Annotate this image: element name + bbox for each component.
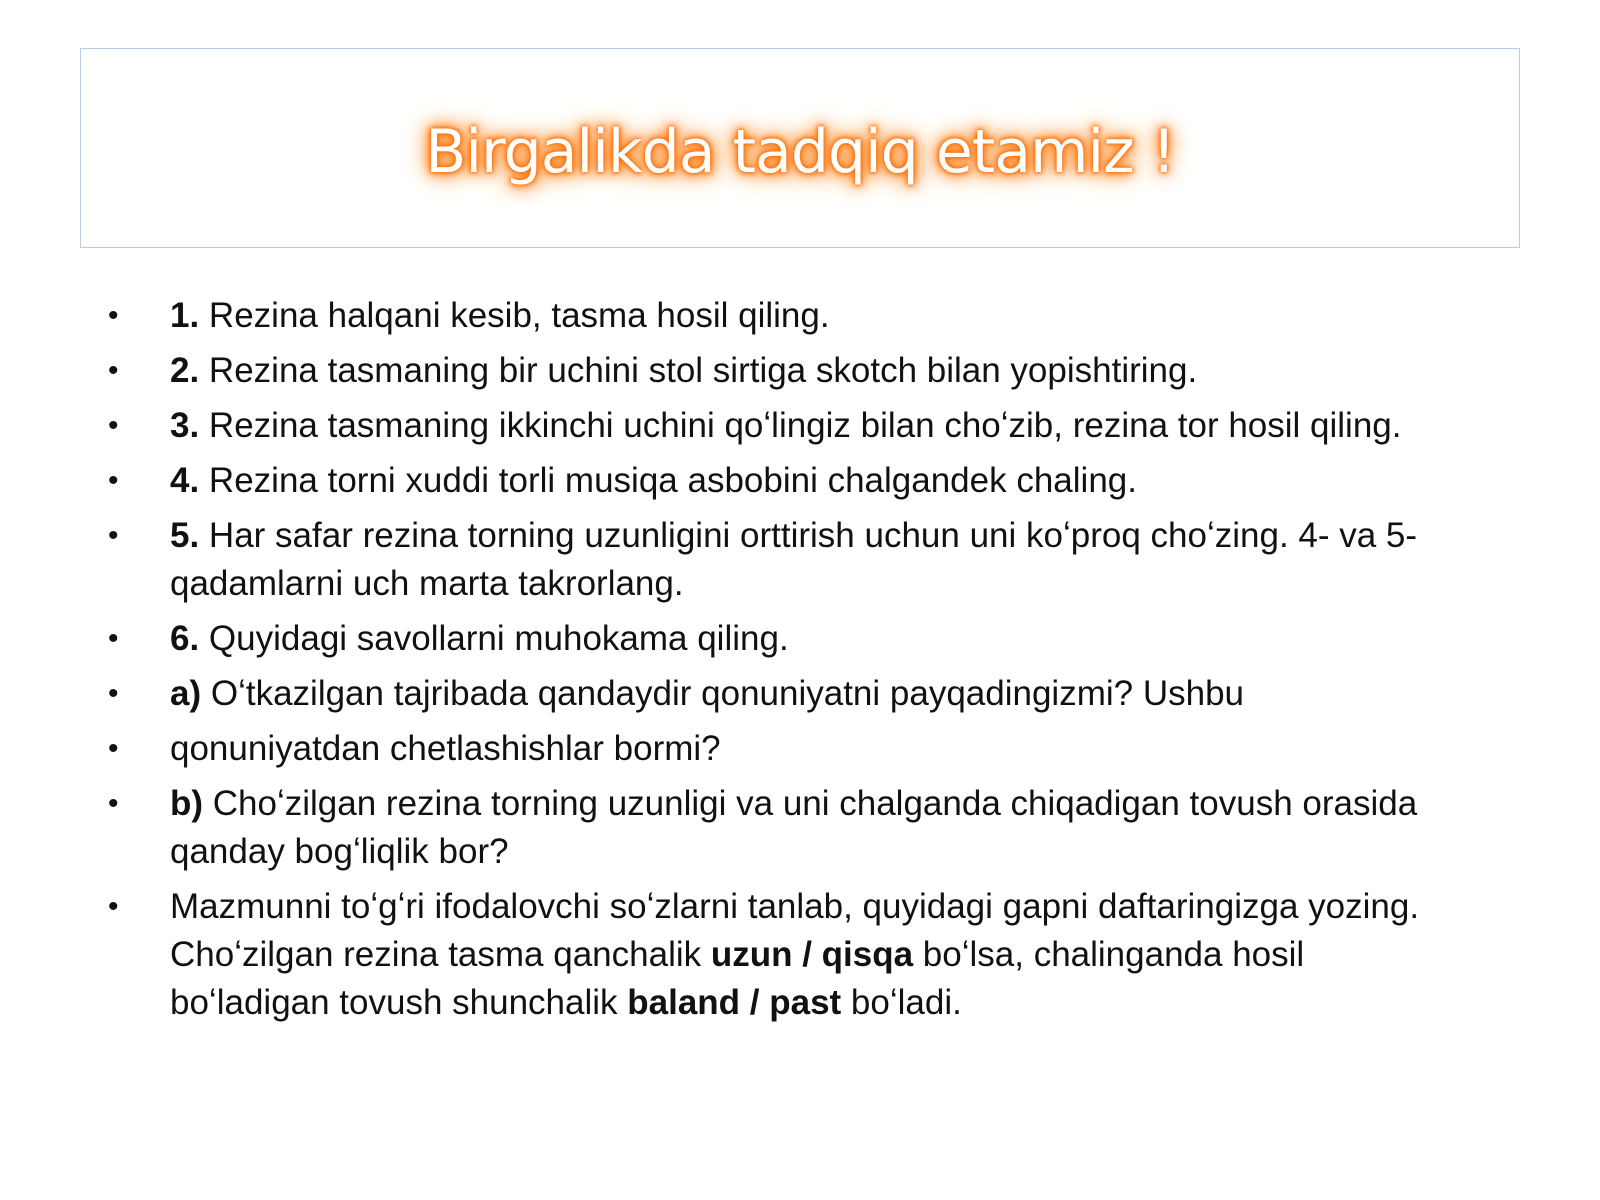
item-number: 3. <box>170 406 200 445</box>
bullet-icon: • <box>108 677 119 710</box>
item-number: 2. <box>170 351 200 390</box>
item-number: 5. <box>170 516 200 555</box>
list-item <box>108 457 1508 505</box>
bullet-icon: • <box>108 519 119 552</box>
bullet-icon: • <box>108 464 119 497</box>
item-text: Quyidagi savollarni muhokama qiling. <box>199 619 789 658</box>
bullet-icon: • <box>108 732 119 765</box>
item-text: Rezina halqani kesib, tasma hosil qiling. <box>199 296 830 335</box>
list-item <box>108 615 1508 663</box>
summary-choice-pitch: baland / past <box>627 983 842 1022</box>
list-item-summary <box>108 883 1508 1027</box>
bullet-icon: • <box>108 299 119 332</box>
bullet-icon: • <box>108 787 119 820</box>
list-item <box>108 670 1508 718</box>
item-text: Choʻzilgan rezina torning uzunligi va uni chalganda chiqadigan tovush orasida qanday bogʻliqlik bor? <box>170 784 1418 871</box>
summary-line-2-start: Choʻzilgan rezina tasma qanchalik <box>170 935 711 974</box>
list-item <box>108 402 1508 450</box>
slide-title: Birgalikda tadqiq etamiz ! <box>425 117 1175 187</box>
item-text: Har safar rezina torning uzunligini orttirish uchun uni koʻproq choʻzing. 4- va 5-qadamlarni uch marta takrorlang. <box>170 516 1418 603</box>
item-number: b) <box>170 784 204 823</box>
item-text: qonuniyatdan chetlashishlar bormi? <box>170 729 721 768</box>
list-item <box>108 347 1508 395</box>
summary-line-3-end: boʻladi. <box>841 983 962 1022</box>
item-number: 6. <box>170 619 200 658</box>
list-item <box>108 292 1508 340</box>
summary-choice-length: uzun / qisqa <box>710 935 914 974</box>
summary-line-3-start: boʻladigan tovush shunchalik <box>170 983 628 1022</box>
list-item <box>108 725 1508 773</box>
summary-line-2-end: boʻlsa, chalinganda hosil <box>913 935 1305 974</box>
bullet-icon: • <box>108 409 119 442</box>
list-item <box>108 780 1508 876</box>
item-text: Rezina tasmaning bir uchini stol sirtiga skotch bilan yopishtiring. <box>199 351 1198 390</box>
bullet-icon: • <box>108 890 119 923</box>
item-number: a) <box>170 674 202 713</box>
title-box <box>80 48 1520 248</box>
instruction-list <box>108 292 1508 1034</box>
item-text: Rezina tasmaning ikkinchi uchini qoʻlingiz bilan choʻzib, rezina tor hosil qiling. <box>199 406 1402 445</box>
summary-line-1: Mazmunni toʻgʻri ifodalovchi soʻzlarni tanlab, quyidagi gapni daftaringizga yozing. <box>170 887 1420 926</box>
item-number: 1. <box>170 296 200 335</box>
item-text: Oʻtkazilgan tajribada qandaydir qonuniyatni payqadingizmi? Ushbu <box>201 674 1244 713</box>
list-item <box>108 512 1508 608</box>
item-text: Rezina torni xuddi torli musiqa asbobini chalgandek chaling. <box>199 461 1137 500</box>
bullet-icon: • <box>108 354 119 387</box>
bullet-icon: • <box>108 622 119 655</box>
item-number: 4. <box>170 461 200 500</box>
